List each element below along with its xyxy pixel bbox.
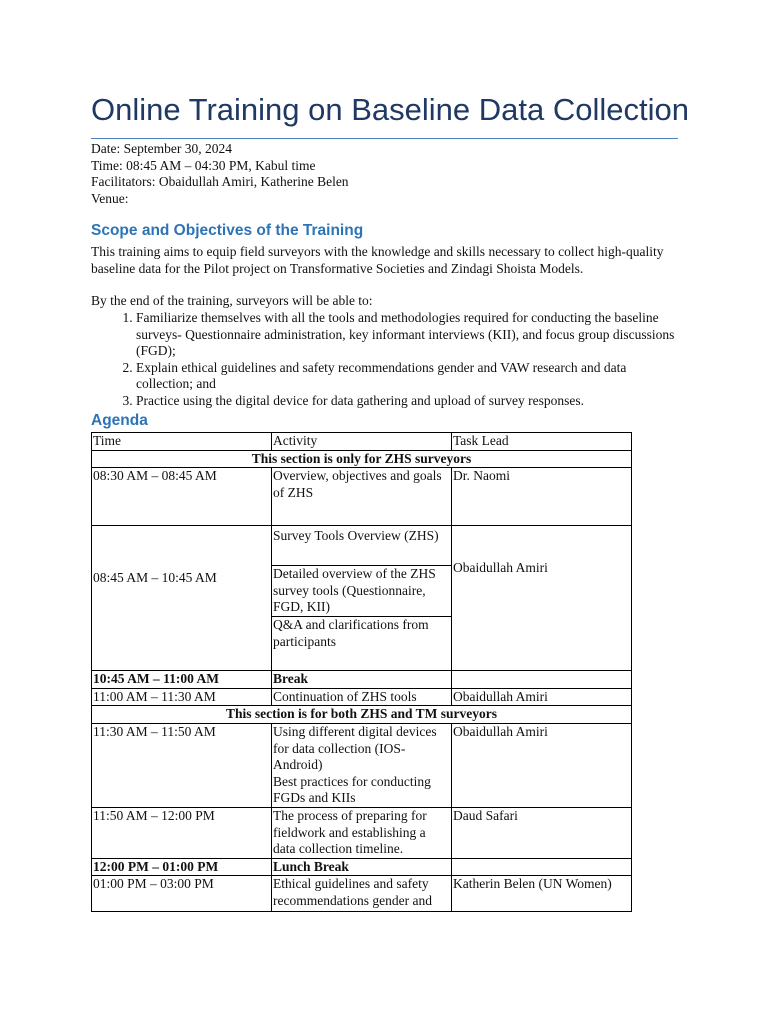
activity-text: Survey Tools Overview (ZHS) (273, 528, 439, 544)
objectives-lead: By the end of the training, surveyors will be able to: (91, 293, 373, 308)
table-row (92, 688, 632, 706)
table-row (92, 807, 632, 858)
objective-item: 1. Familiarize themselves with all the tools and methodologies required for conducting the baseline surveys- Questionnaire administration, key informant interviews (KII), and focus group discussions (FGD); (136, 310, 681, 360)
column-header-time: Time (92, 433, 272, 451)
section-row (92, 450, 632, 468)
time-cell: 01:00 PM – 03:00 PM (92, 876, 272, 912)
activity-text: Detailed overview of the ZHS survey tools (Questionnaire, FGD, KII) (272, 565, 451, 616)
scope-heading: Scope and Objectives of the Training (91, 222, 364, 239)
section-label: This section is for both ZHS and TM surveyors (92, 706, 632, 724)
section-label: This section is only for ZHS surveyors (92, 450, 632, 468)
objective-item: 3. Practice using the digital device for data gathering and upload of survey responses. (136, 393, 681, 410)
meeting-details (91, 141, 349, 207)
facilitators-line: Facilitators: Obaidullah Amiri, Katherine Belen (91, 174, 349, 190)
task-lead-cell (452, 858, 632, 876)
venue-line: Venue: (91, 190, 129, 206)
activity-text: Using different digital devices for data collection (IOS-Android) (273, 723, 437, 773)
activity-cell: Lunch Break (272, 858, 452, 876)
activity-cell: Overview, objectives and goals of ZHS (272, 468, 452, 526)
agenda-table (91, 432, 632, 912)
time-cell: 08:30 AM – 08:45 AM (92, 468, 272, 526)
column-header-task-lead: Task Lead (452, 433, 632, 451)
activity-cell: Break (272, 671, 452, 689)
activity-cell: Continuation of ZHS tools (272, 688, 452, 706)
time-text: 08:45 AM – 10:45 AM (93, 569, 217, 585)
objective-item: 2. Explain ethical guidelines and safety recommendations gender and VAW research and data collection; and (136, 360, 681, 393)
activity-text: Q&A and clarifications from participants (272, 616, 451, 669)
time-cell: 10:45 AM – 11:00 AM (92, 671, 272, 689)
table-row (92, 723, 632, 807)
date-line: Date: September 30, 2024 (91, 141, 232, 156)
task-lead-cell: Obaidullah Amiri (452, 688, 632, 706)
task-lead-cell (452, 526, 632, 671)
scope-intro: This training aims to equip field surveyors with the knowledge and skills necessary to collect high-quality baseline data for the Pilot project on Transformative Societies and Zindagi Shoista Models. (91, 244, 664, 276)
table-row (92, 876, 632, 912)
task-lead-cell (452, 671, 632, 689)
time-line: Time: 08:45 AM – 04:30 PM, Kabul time (91, 157, 316, 173)
activity-cell: The process of preparing for fieldwork and establishing a data collection timeline. (272, 807, 452, 858)
time-cell: 11:00 AM – 11:30 AM (92, 688, 272, 706)
time-cell: 11:30 AM – 11:50 AM (92, 723, 272, 807)
task-lead-cell: Dr. Naomi (452, 468, 632, 526)
table-row (92, 858, 632, 876)
table-row (92, 671, 632, 689)
title-underline (91, 138, 678, 139)
activity-cell: Ethical guidelines and safety recommendations gender and (272, 876, 452, 912)
agenda-heading: Agenda (91, 412, 148, 429)
table-row (92, 468, 632, 526)
task-lead-cell: Katherin Belen (UN Women) (452, 876, 632, 912)
time-cell: 11:50 AM – 12:00 PM (92, 807, 272, 858)
column-header-activity: Activity (272, 433, 452, 451)
activity-text: Best practices for conducting FGDs and KIIs (273, 773, 431, 806)
task-lead-cell: Obaidullah Amiri (452, 723, 632, 807)
table-header-row (92, 433, 632, 451)
page-title: Online Training on Baseline Data Collection (91, 92, 689, 127)
activity-cell (272, 526, 452, 671)
section-row (92, 706, 632, 724)
table-row (92, 526, 632, 671)
time-cell: 12:00 PM – 01:00 PM (92, 858, 272, 876)
activity-cell (272, 723, 452, 807)
time-cell (92, 526, 272, 671)
task-lead-cell: Daud Safari (452, 807, 632, 858)
task-lead-text: Obaidullah Amiri (453, 559, 548, 575)
objectives-list (91, 310, 681, 410)
